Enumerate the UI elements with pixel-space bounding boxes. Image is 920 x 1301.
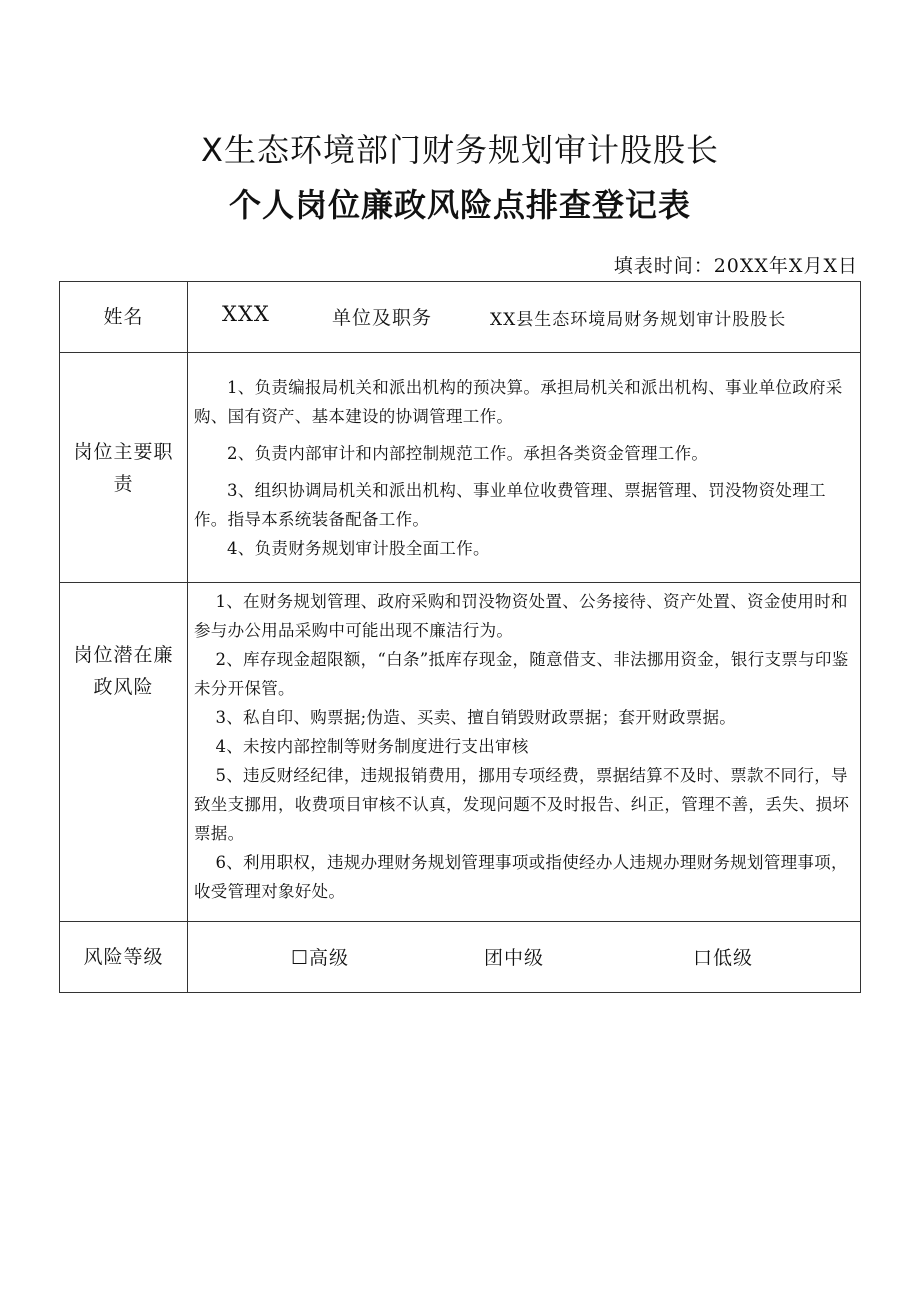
name-value: XXX [222,302,270,326]
risk-item: 2、库存现金超限额，“白条”抵库存现金，随意借支、非法挪用资金，银行支票与印鉴未分开保管。 [194,650,849,698]
risk-item: 4、未按内部控制等财务制度进行支出审核 [215,737,529,756]
risk-row [60,583,861,922]
level-label: 风险等级 [60,922,188,993]
level-row [60,922,861,993]
name-row [60,282,861,353]
duty-content-cell [188,353,861,583]
duty-item: 1、负责编报局机关和派出机构的预决算。承担局机关和派出机构、事业单位政府采购、国有资产、基本建设的协调管理工作。 [194,377,843,426]
risk-item: 1、在财务规划管理、政府采购和罚没物资处置、公务接待、资产处置、资金使用时和参与办公用品采购中可能出现不廉洁行为。 [194,592,848,640]
fill-date: 填表时间：20XX年X月X日 [613,255,858,277]
risk-item: 5、违反财经纪律，违规报销费用，挪用专项经费，票据结算不及时、票款不同行，导致坐支挪用，收费项目审核不认真，发现问题不及时报告、纠正，管理不善，丢失、损坏票据。 [194,766,850,843]
level-option-medium[interactable]: 团中级 [484,947,545,969]
risk-label [60,583,188,922]
level-options-cell [188,922,861,993]
unit-value: XX县生态环境局财务规划审计股股长 [490,310,787,330]
title-line-2: 个人岗位廉政风险点排查登记表 [228,186,691,224]
duty-label-text: 岗位主要职责 [73,440,174,495]
duty-item: 4、负责财务规划审计股全面工作。 [227,538,490,558]
risk-label-text: 岗位潜在廉政风险 [73,644,174,698]
name-unit-cell [188,282,861,353]
duty-item: 3、组织协调局机关和派出机构、事业单位收费管理、票据管理、罚没物资处理工作。指导本系统装备配备工作。 [194,480,826,529]
risk-item: 3、私自印、购票据;伪造、买卖、擅自销毁财政票据；套开财政票据。 [215,708,737,727]
duty-row [60,353,861,583]
duty-label [60,353,188,583]
registration-form-table [59,281,861,993]
level-option-high[interactable]: ☐高级 [291,947,350,969]
duty-item: 2、负责内部审计和内部控制规范工作。承担各类资金管理工作。 [227,443,709,463]
level-option-low[interactable]: 口低级 [693,947,754,969]
risk-content-cell [188,583,861,922]
risk-item: 6、利用职权，违规办理财务规划管理事项或指使经办人违规办理财务规划管理事项，收受管理对象好处。 [194,853,848,901]
title-line-1: X生态环境部门财务规划审计股股长 [201,131,719,169]
name-label: 姓名 [60,282,188,353]
unit-label: 单位及职务 [332,307,433,329]
